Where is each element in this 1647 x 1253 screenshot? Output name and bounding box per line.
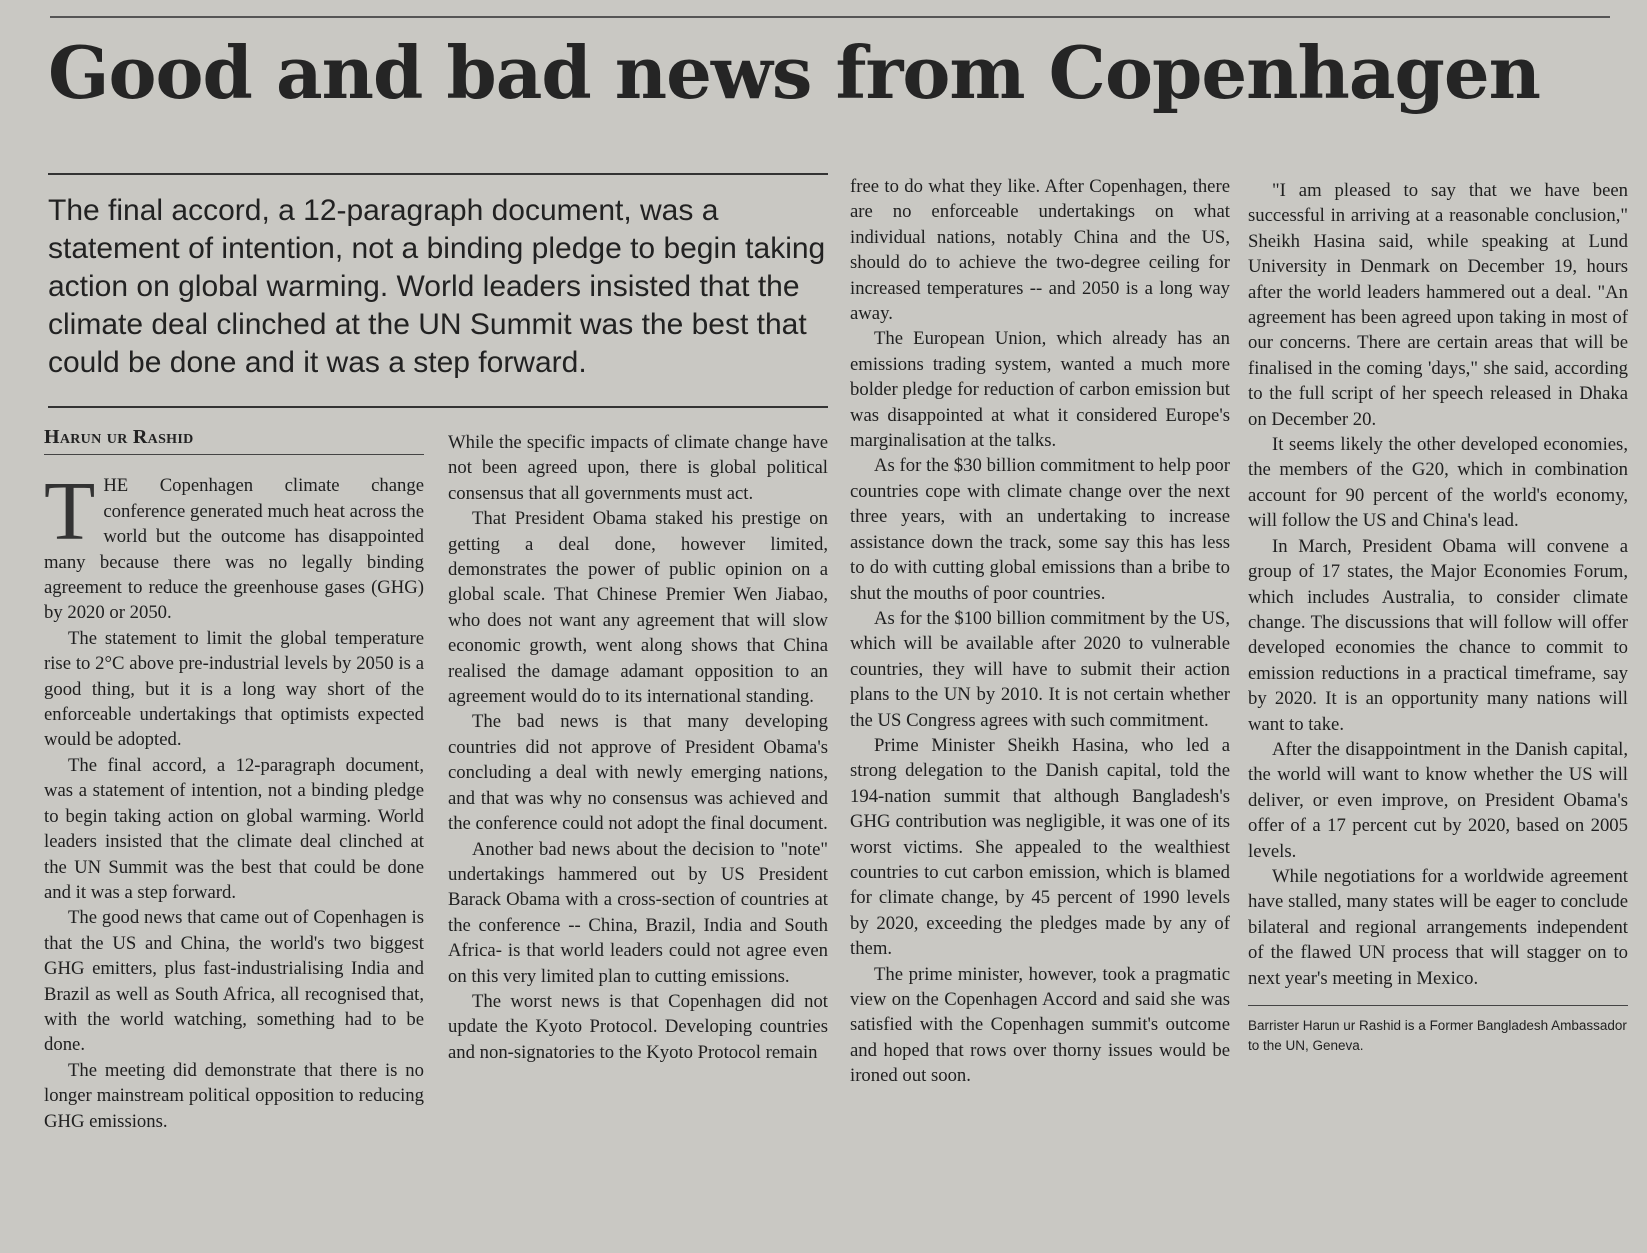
deck-rule-bottom: [48, 406, 828, 408]
paragraph: As for the $100 billion commitment by the US, which will be available after 2020 to vulnerable countries, they will have to submit their action plans to the UN by 2010. It is not certain whether the US Congress agrees with such commitment.: [850, 607, 1230, 731]
paragraph: The European Union, which already has an emissions trading system, wanted a much more bolder pledge for reduction of carbon emission but was disappointed at what it considered Europe's marginalisation at the talks.: [850, 328, 1230, 452]
column-4: [1248, 178, 1628, 1056]
headline: Good and bad news from Copenhagen: [48, 30, 1541, 115]
paragraph: The good news that came out of Copenhagen is that the US and China, the world's two biggest GHG emitters, plus fast-industrialising India and Brazil as well as South Africa, all recognised that, with the world watching, something had to be done.: [44, 907, 424, 1056]
paragraph: The statement to limit the global temperature rise to 2°C above pre-industrial levels by 2050 is a good thing, but it is a long way short of the enforceable undertakings that optimists expected would be adopted.: [44, 627, 424, 751]
paragraph: After the disappointment in the Danish capital, the world will want to know whether the US will deliver, or even improve, on President Obama's offer of a 17 percent cut by 2020, based on 2005 levels.: [1248, 738, 1628, 862]
author-note: Barrister Harun ur Rashid is a Former Bangladesh Ambassador to the UN, Geneva.: [1248, 1018, 1627, 1053]
column-2: [448, 430, 828, 1065]
column-3: [850, 174, 1230, 1089]
deck-summary: The final accord, a 12-paragraph document, was a statement of intention, not a binding pledge to begin taking action on global warming. World leaders insisted that the climate deal clinched at the UN Summit was the best that could be done and it was a step forward.: [48, 194, 826, 379]
column-1: [44, 425, 424, 1134]
paragraph: Prime Minister Sheikh Hasina, who led a strong delegation to the Danish capital, told the 194-nation summit that although Bangladesh's GHG contribution was negligible, it was one of its worst victims. She appealed to the wealthiest countries to cut carbon emission, which is blamed for climate change, by 45 percent of 1990 levels by 2020, exceeding the pledges made by any of them.: [850, 734, 1230, 960]
paragraph: That President Obama staked his prestige on getting a deal done, however limited, demonstrates the power of public opinion on a global scale. That Chinese Premier Wen Jiabao, who does not want any agreement that will slow economic growth, went along shows that China realised the damage adamant opposition to an agreement would do to its international standing.: [448, 508, 828, 708]
paragraph: As for the $30 billion commitment to help poor countries cope with climate change over the next three years, with an undertaking to increase assistance down the track, some say this has less to do with cutting global emissions than a bribe to shut the mouths of poor countries.: [850, 455, 1230, 604]
paragraph: The worst news is that Copenhagen did not update the Kyoto Protocol. Developing countries and non-signatories to the Kyoto Protocol remain: [448, 990, 828, 1063]
lead-paragraph: THE Copenhagen climate change conference generated much heat across the world but the outcome has disappointed many because there was no legally binding agreement to reduce the greenhouse gases (GHG) by 2020 or 2050.: [44, 465, 424, 624]
paragraph: Another bad news about the decision to "note" undertakings hammered out by US President Barack Obama with a cross-section of countries at the conference -- China, Brazil, India and South Africa- is that world leaders could not agree even on this very limited plan to cutting emissions.: [448, 838, 828, 987]
author-note-rule: [1248, 1005, 1628, 1006]
deck-rule-top: [48, 173, 828, 175]
paragraph: The bad news is that many developing countries did not approve of President Obama's concluding a deal with newly emerging nations, and that was why no consensus was achieved and the conference could not adopt the final document.: [448, 711, 828, 835]
paragraph: It seems likely the other developed economies, the members of the G20, which in combination account for 90 percent of the world's economy, will follow the US and China's lead.: [1248, 434, 1628, 532]
top-rule: [50, 16, 1610, 18]
paragraph: While negotiations for a worldwide agreement have stalled, many states will be eager to conclude bilateral and regional arrangements independent of the flawed UN process that will stagger on to next year's meeting in Mexico.: [1248, 865, 1628, 989]
drop-cap: T: [44, 465, 96, 559]
paragraph: free to do what they like. After Copenhagen, there are no enforceable undertakings on what individual nations, notably China and the US, should do to achieve the two-degree ceiling for increased temperatures -- and 2050 is a long way away.: [850, 176, 1230, 325]
paragraph: "I am pleased to say that we have been successful in arriving at a reasonable conclusion," Sheikh Hasina said, while speaking at Lund University in Denmark on December 19, hours after the world leaders hammered out a deal. "An agreement has been agreed upon taking in most of our concerns. There are certain areas that will be finalised in the coming 'days," she said, according to the full script of her speech released in Dhaka on December 20.: [1248, 180, 1628, 430]
paragraph: While the specific impacts of climate change have not been agreed upon, there is global political consensus that all governments must act.: [448, 432, 828, 504]
paragraph: The meeting did demonstrate that there is no longer mainstream political opposition to reducing GHG emissions.: [44, 1059, 424, 1132]
paragraph: The prime minister, however, took a pragmatic view on the Copenhagen Accord and said she was satisfied with the Copenhagen summit's outcome and hoped that rows over thorny issues would be ironed out soon.: [850, 963, 1230, 1087]
byline: Harun ur Rashid: [44, 425, 424, 455]
paragraph: In March, President Obama will convene a group of 17 states, the Major Economies Forum, which includes Australia, to consider climate change. The discussions that will follow will offer developed economies the chance to commit to emission reductions in a practical timeframe, say by 2020. It is an opportunity many nations will want to take.: [1248, 535, 1628, 735]
paragraph: The final accord, a 12-paragraph document, was a statement of intention, not a binding pledge to begin taking action on global warming. World leaders insisted that the climate deal clinched at the UN Summit was the best that could be done and it was a step forward.: [44, 754, 424, 903]
